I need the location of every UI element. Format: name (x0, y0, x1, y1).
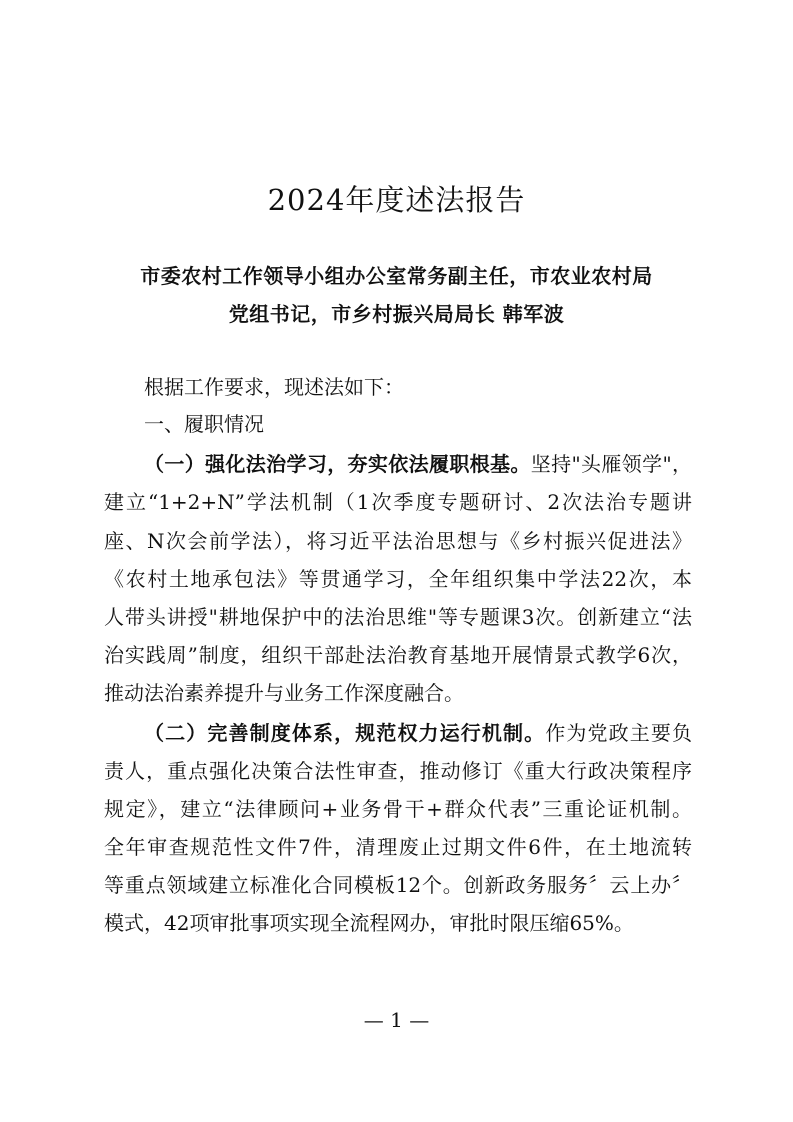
paragraph-1-line: 《农村土地承包法》等贯通学习，全年组织集中学法22次，本 (104, 567, 692, 591)
paragraph-2-line: 等重点领域建立标准化合同模板12个。创新政务服务〞云上办〞 (104, 873, 692, 897)
paragraph-1-line: 治实践周”制度，组织干部赴法治教育基地开展情景式教学6次， (104, 643, 692, 667)
section-heading: 一、履职情况 (144, 412, 264, 436)
paragraph-1-line: 建立“1+2+N”学法机制（1次季度专题研讨、2次法治专题讲 (104, 490, 692, 514)
paragraph-2-line-1-text: 作为党政主要负 (545, 721, 693, 745)
paragraph-2-line: 模式，42项审批事项实现全流程网办，审批时限压缩65%。 (104, 911, 634, 935)
paragraph-2-line: 规定》，建立“法律顾问+业务骨干+群众代表”三重论证机制。 (104, 797, 692, 821)
paragraph-2-first-line (144, 718, 692, 748)
paragraph-1-line-1-text: 坚持"头雁领学"， (530, 452, 693, 476)
author-line-2: 党组书记，市乡村振兴局局长 韩军波 (228, 302, 565, 326)
paragraph-1-first-line (144, 449, 692, 479)
paragraph-2-heading: （二）完善制度体系，规范权力运行机制。 (144, 721, 546, 745)
paragraph-1-line: 人带头讲授"耕地保护中的法治思维"等专题课3次。创新建立“法 (104, 605, 692, 629)
paragraph-1-line: 推动法治素养提升与业务工作深度融合。 (104, 681, 464, 705)
paragraph-2-line: 全年审查规范性文件7件，清理废止过期文件6件，在土地流转 (104, 835, 692, 859)
document-title: 2024年度述法报告 (267, 183, 526, 217)
author-line-1: 市委农村工作领导小组办公室常务副主任，市农业农村局 (140, 264, 653, 288)
page-number: — 1 — (363, 1008, 430, 1032)
paragraph-1-heading: （一）强化法治学习，夯实依法履职根基。 (144, 452, 531, 476)
paragraph-2-line: 责人，重点强化决策合法性审查，推动修订《重大行政决策程序 (104, 759, 692, 783)
paragraph-1-line: 座、N次会前学法），将习近平法治思想与《乡村振兴促进法》 (104, 529, 692, 553)
intro-text: 根据工作要求，现述法如下： (144, 375, 404, 399)
